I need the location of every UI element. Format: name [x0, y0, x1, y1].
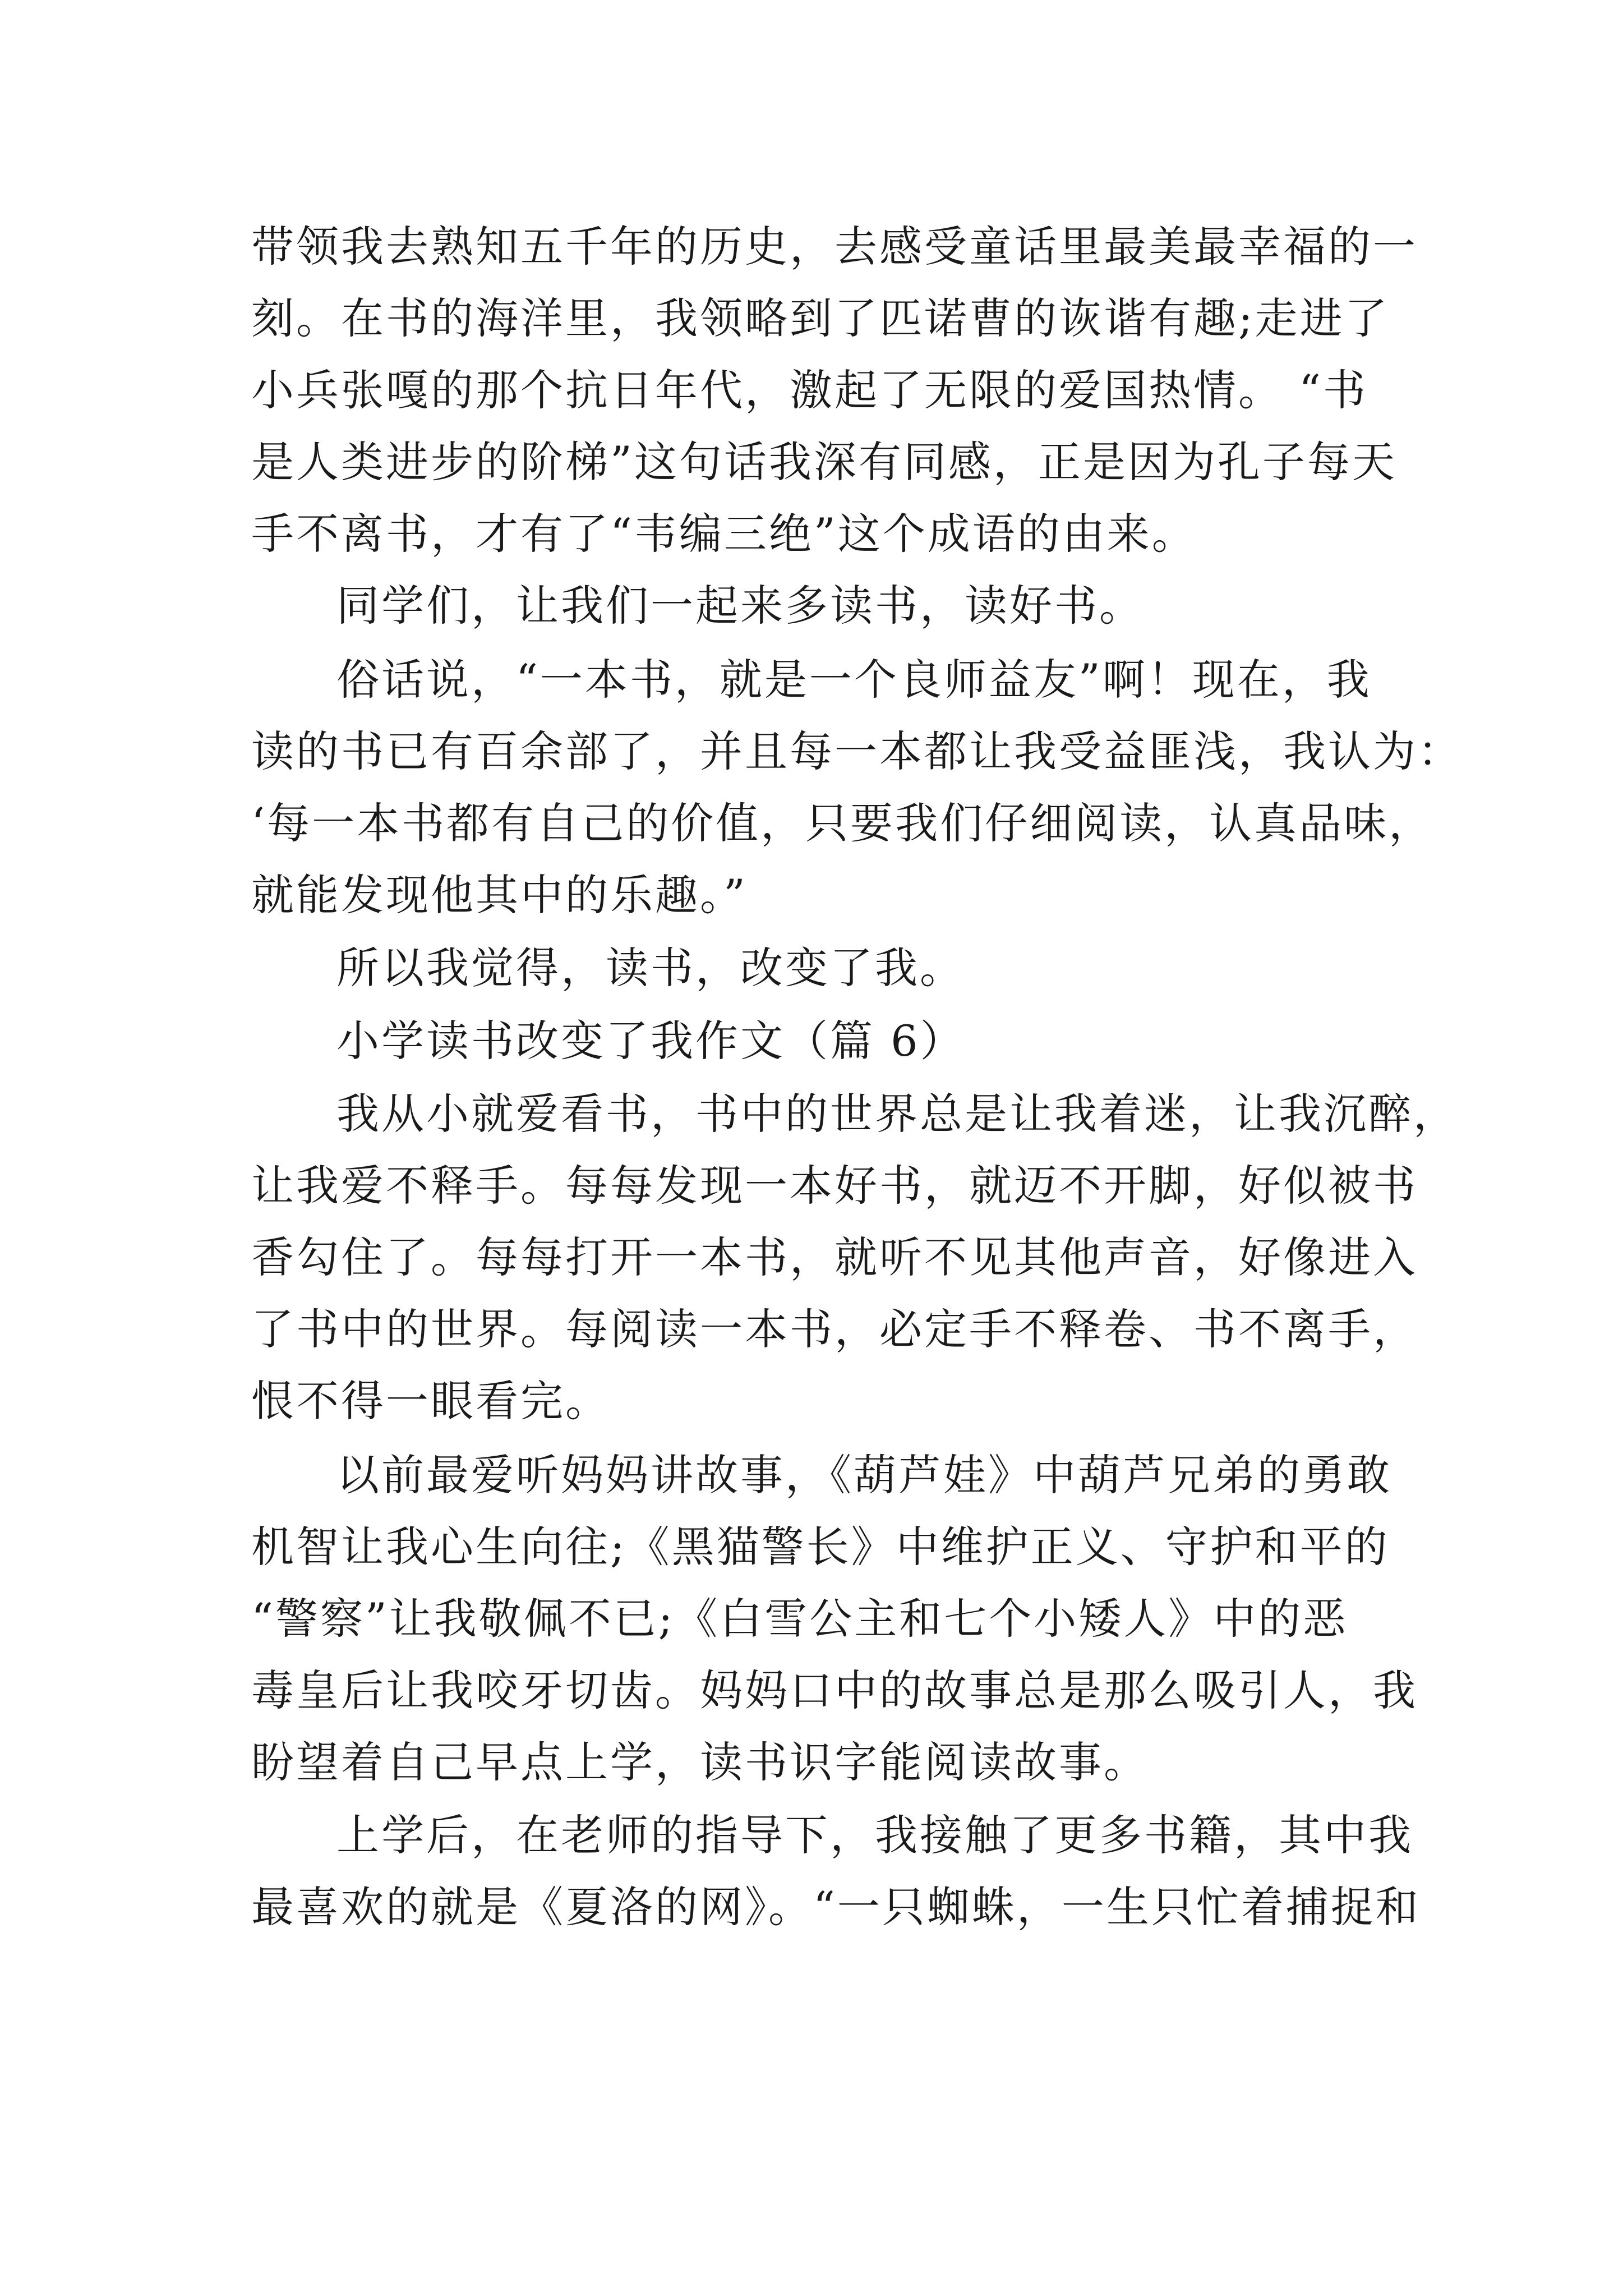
text-line: 盼望着自己早点上学，读书识字能阅读故事。 [251, 1737, 1149, 1787]
text-line: “警察”让我敬佩不已;《白雪公主和七个小矮人》中的恶 [251, 1594, 1348, 1644]
text-line: 机智让我心生向往;《黑猫警长》中维护正义、守护和平的 [251, 1522, 1390, 1572]
text-line: 香勾住了。每每打开一本书，就听不见其他声音，好像进入 [251, 1232, 1418, 1282]
text-line: 恨不得一眼看完。 [251, 1376, 610, 1426]
paragraph-line: 俗话说，“一本书，就是一个良师益友”啊！现在，我 [336, 655, 1372, 705]
text-line: 毒皇后让我咬牙切齿。妈妈口中的故事总是那么吸引人，我 [251, 1665, 1418, 1715]
paragraph-line: 我从小就爱看书，书中的世界总是让我着迷，让我沉醉， [336, 1089, 1458, 1139]
paragraph-line: 所以我觉得，读书，改变了我。 [336, 943, 965, 993]
text-line: 带领我去熟知五千年的历史，去感受童话里最美最幸福的一 [251, 222, 1418, 272]
text-line: 最喜欢的就是《夏洛的网》。“一只蜘蛛，一生只忙着捕捉和 [251, 1882, 1421, 1932]
text-line: 读的书已有百余部了，并且每一本都让我受益匪浅，我认为： [251, 726, 1463, 776]
text-line: 了书中的世界。每阅读一本书，必定手不释卷、书不离手， [251, 1304, 1418, 1354]
section-heading: 小学读书改变了我作文（篇 6） [336, 1016, 965, 1066]
paragraph-line: 上学后，在老师的指导下，我接触了更多书籍，其中我 [336, 1810, 1413, 1860]
text-line: 就能发现他其中的乐趣。” [251, 870, 748, 920]
paragraph-line: 同学们，让我们一起来多读书，读好书。 [336, 581, 1144, 631]
text-line: 小兵张嘎的那个抗日年代，激起了无限的爱国热情。 “书 [251, 365, 1368, 415]
text-line: 是人类进步的阶梯”这句话我深有同感，正是因为孔子每天 [251, 437, 1397, 487]
text-line: 让我爱不释手。每每发现一本好书，就迈不开脚，好似被书 [251, 1161, 1418, 1211]
text-line: 手不离书，才有了“韦编三绝”这个成语的由来。 [251, 509, 1197, 559]
text-line: ‘每一本书都有自己的价值，只要我们仔细阅读，认真品味， [251, 798, 1434, 848]
text-line: 刻。在书的海洋里，我领略到了匹诺曹的诙谐有趣;走进了 [251, 293, 1390, 343]
paragraph-line: 以前最爱听妈妈讲故事，《葫芦娃》中葫芦兄弟的勇敢 [336, 1450, 1392, 1500]
